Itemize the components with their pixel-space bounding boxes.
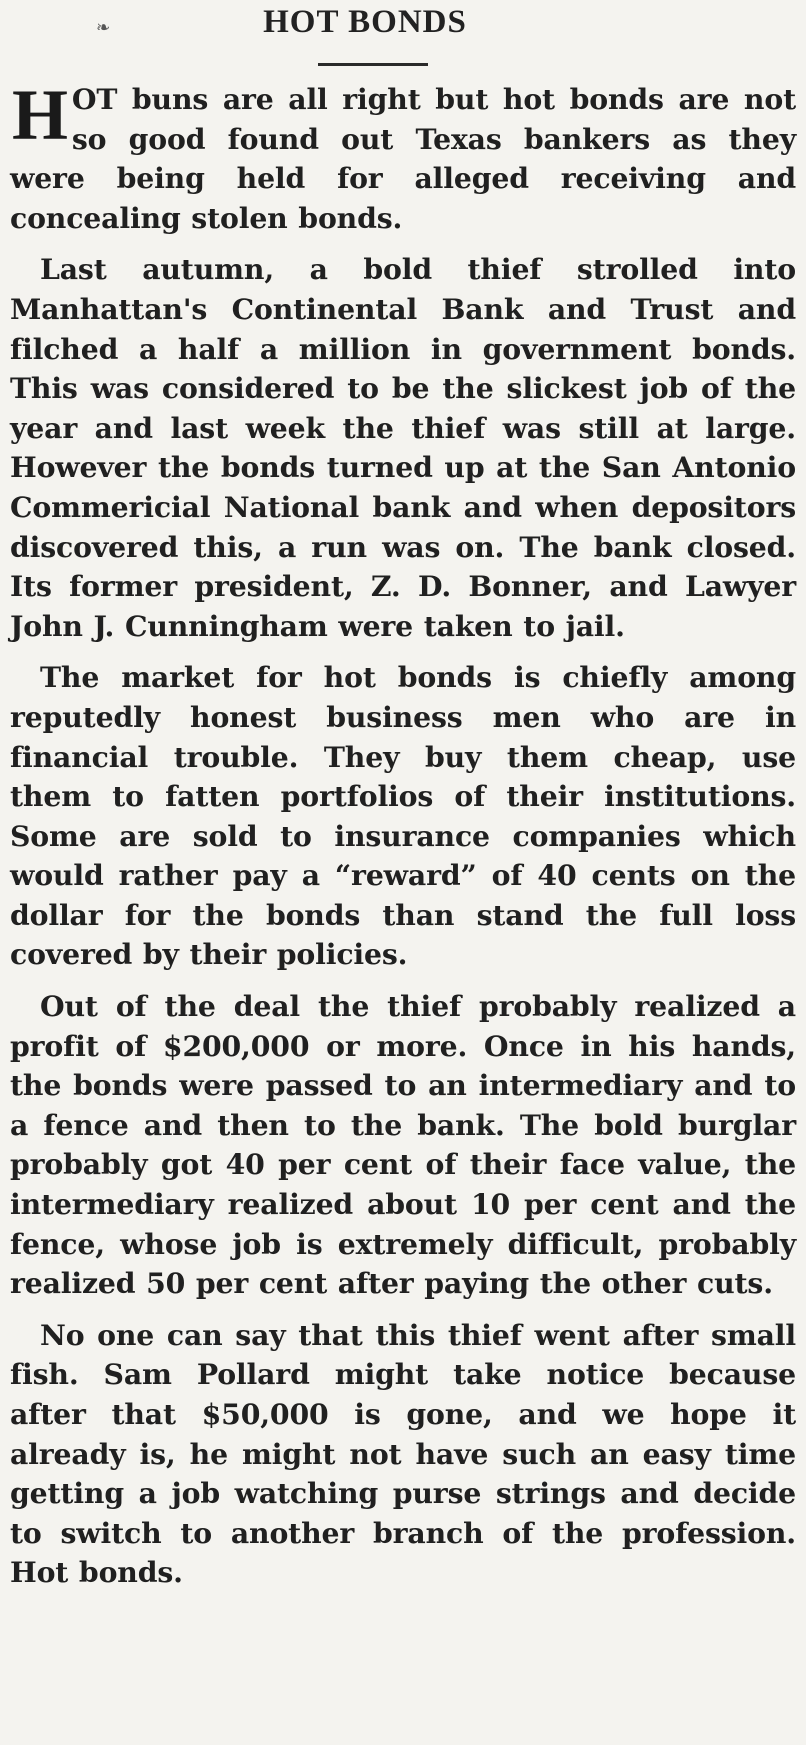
print-speck-icon: ❧	[96, 18, 111, 38]
headline-rule	[318, 63, 428, 66]
paragraph-5	[10, 1316, 796, 1593]
paragraph-text: Last autumn, a bold thief strolled into Manhattan's Continental Bank and Trust and filched a half a million in government bonds. This was considered to be the slickest job of the year and last week the thief was still at large. However the bonds turned up at the San Antonio Commericial National bank and when depositors discovered this, a run was on. The bank closed. Its former president, Z. D. Bonner, and Lawyer John J. Cunningham were taken to jail.	[10, 252, 796, 643]
paragraph-1	[10, 75, 796, 238]
article-body	[10, 75, 796, 1605]
lead-word: OT	[71, 82, 118, 116]
paragraph-2	[10, 250, 796, 646]
paragraph-3	[10, 658, 796, 975]
paragraph-text: The market for hot bonds is chiefly among reputedly honest business men who are in financial trouble. They buy them cheap, use them to fatten portfolios of their institutions. Some are sold to insurance companies which would rather pay a “reward” of 40 cents on the dollar for the bonds than stand the full loss covered by their policies.	[10, 660, 796, 972]
headline: HOT BONDS	[263, 4, 467, 40]
paragraph-text: No one can say that this thief went after small fish. Sam Pollard might take notice because after that $50,000 is gone, and we hope it already is, he might not have such an easy time getting a job watching purse strings and decide to switch to another branch of the profession. Hot bonds.	[10, 1317, 796, 1590]
paragraph-text: buns are all right but hot bonds are not so good found out Texas bankers as they were being held for alleged receiving and concealing stolen bonds.	[10, 82, 796, 235]
paragraph-text: Out of the deal the thief probably realized a profit of $200,000 or more. Once in his hands, the bonds were passed to an intermediary and to a fence and then to the bank. The bold burglar probably got 40 per cent of their face value, the intermediary realized about 10 per cent and the fence, whose job is extremely difficult, probably realized 50 per cent after paying the other cuts.	[10, 989, 796, 1301]
drop-cap: H	[12, 75, 68, 155]
paragraph-4	[10, 987, 796, 1304]
